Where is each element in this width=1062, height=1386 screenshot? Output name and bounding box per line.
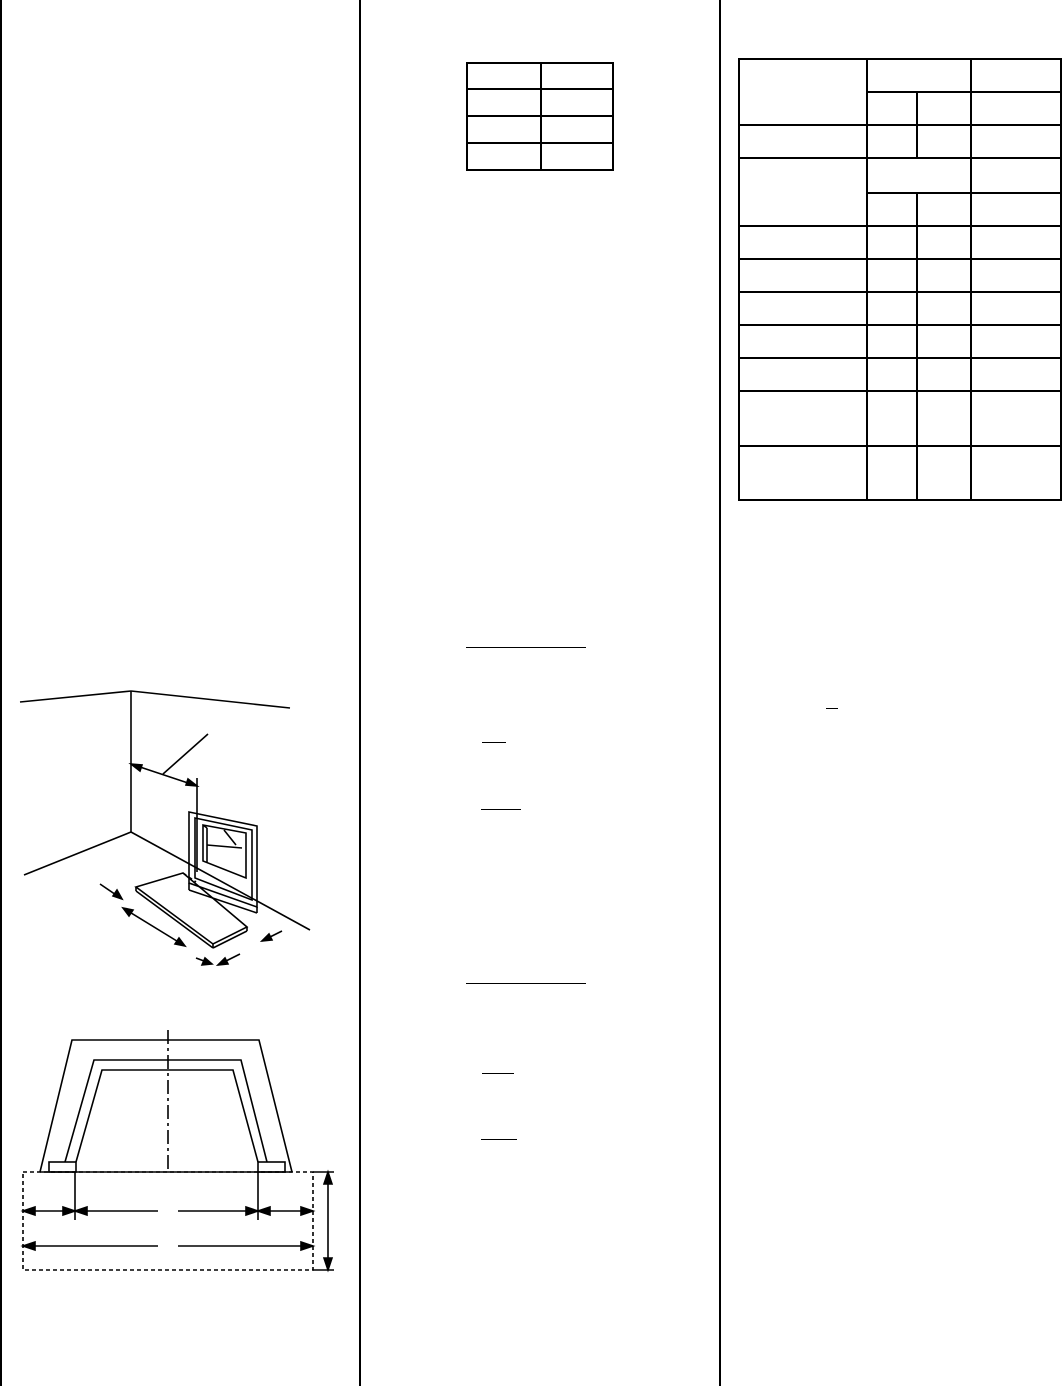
- table-cell: [917, 292, 971, 325]
- table-cell: [541, 143, 613, 170]
- table-cell: [867, 391, 917, 446]
- table-cell: [867, 358, 917, 391]
- table-cell: [867, 446, 917, 500]
- small-table: [466, 62, 614, 171]
- column-divider-right: [719, 0, 721, 1386]
- table-cell: [971, 358, 1061, 391]
- table-cell: [467, 63, 541, 89]
- table-cell: [971, 325, 1061, 358]
- fraction-bar: [481, 1139, 517, 1140]
- table-header-cell: [867, 92, 917, 125]
- heading-underline: [466, 647, 586, 648]
- heading-underline: [466, 983, 586, 984]
- table-cell: [971, 391, 1061, 446]
- table-cell: [739, 125, 867, 158]
- table-cell: [739, 391, 867, 446]
- hearth-plan-figure: [0, 1025, 360, 1285]
- table-cell: [467, 116, 541, 143]
- corner-installation-figure: [0, 670, 360, 990]
- table-cell: [541, 63, 613, 89]
- fraction-bar: [481, 809, 521, 810]
- table-cell: [917, 125, 971, 158]
- table-cell: [739, 446, 867, 500]
- table-cell: [739, 226, 867, 259]
- table-cell: [739, 358, 867, 391]
- table-cell: [739, 325, 867, 358]
- fraction-bar: [482, 742, 506, 743]
- table-cell: [541, 116, 613, 143]
- table-cell: [739, 259, 867, 292]
- table-cell: [739, 158, 867, 226]
- table-cell: [867, 193, 917, 226]
- table-cell: [867, 226, 917, 259]
- table-cell: [971, 158, 1061, 193]
- table-cell: [917, 259, 971, 292]
- table-cell: [917, 358, 971, 391]
- table-cell: [867, 125, 917, 158]
- table-cell: [867, 259, 917, 292]
- table-cell: [971, 125, 1061, 158]
- fraction-bar: [482, 1073, 514, 1074]
- table-cell: [867, 292, 917, 325]
- table-cell: [739, 292, 867, 325]
- table-header-cell: [739, 59, 867, 125]
- table-header-cell: [917, 92, 971, 125]
- table-cell: [917, 325, 971, 358]
- table-cell: [541, 89, 613, 116]
- table-cell: [867, 325, 917, 358]
- table-cell: [467, 143, 541, 170]
- table-cell: [971, 446, 1061, 500]
- table-header-cell: [971, 59, 1061, 92]
- table-cell: [467, 89, 541, 116]
- table-cell: [971, 226, 1061, 259]
- table-cell: [971, 292, 1061, 325]
- table-cell: [971, 259, 1061, 292]
- table-cell: [971, 193, 1061, 226]
- table-cell: [917, 391, 971, 446]
- table-header-cell: [867, 59, 971, 92]
- fraction-bar: [826, 708, 838, 709]
- specification-table: [738, 58, 1062, 501]
- table-cell: [917, 226, 971, 259]
- table-cell: [917, 446, 971, 500]
- table-cell: [867, 158, 971, 193]
- table-cell: [917, 193, 971, 226]
- table-header-cell: [971, 92, 1061, 125]
